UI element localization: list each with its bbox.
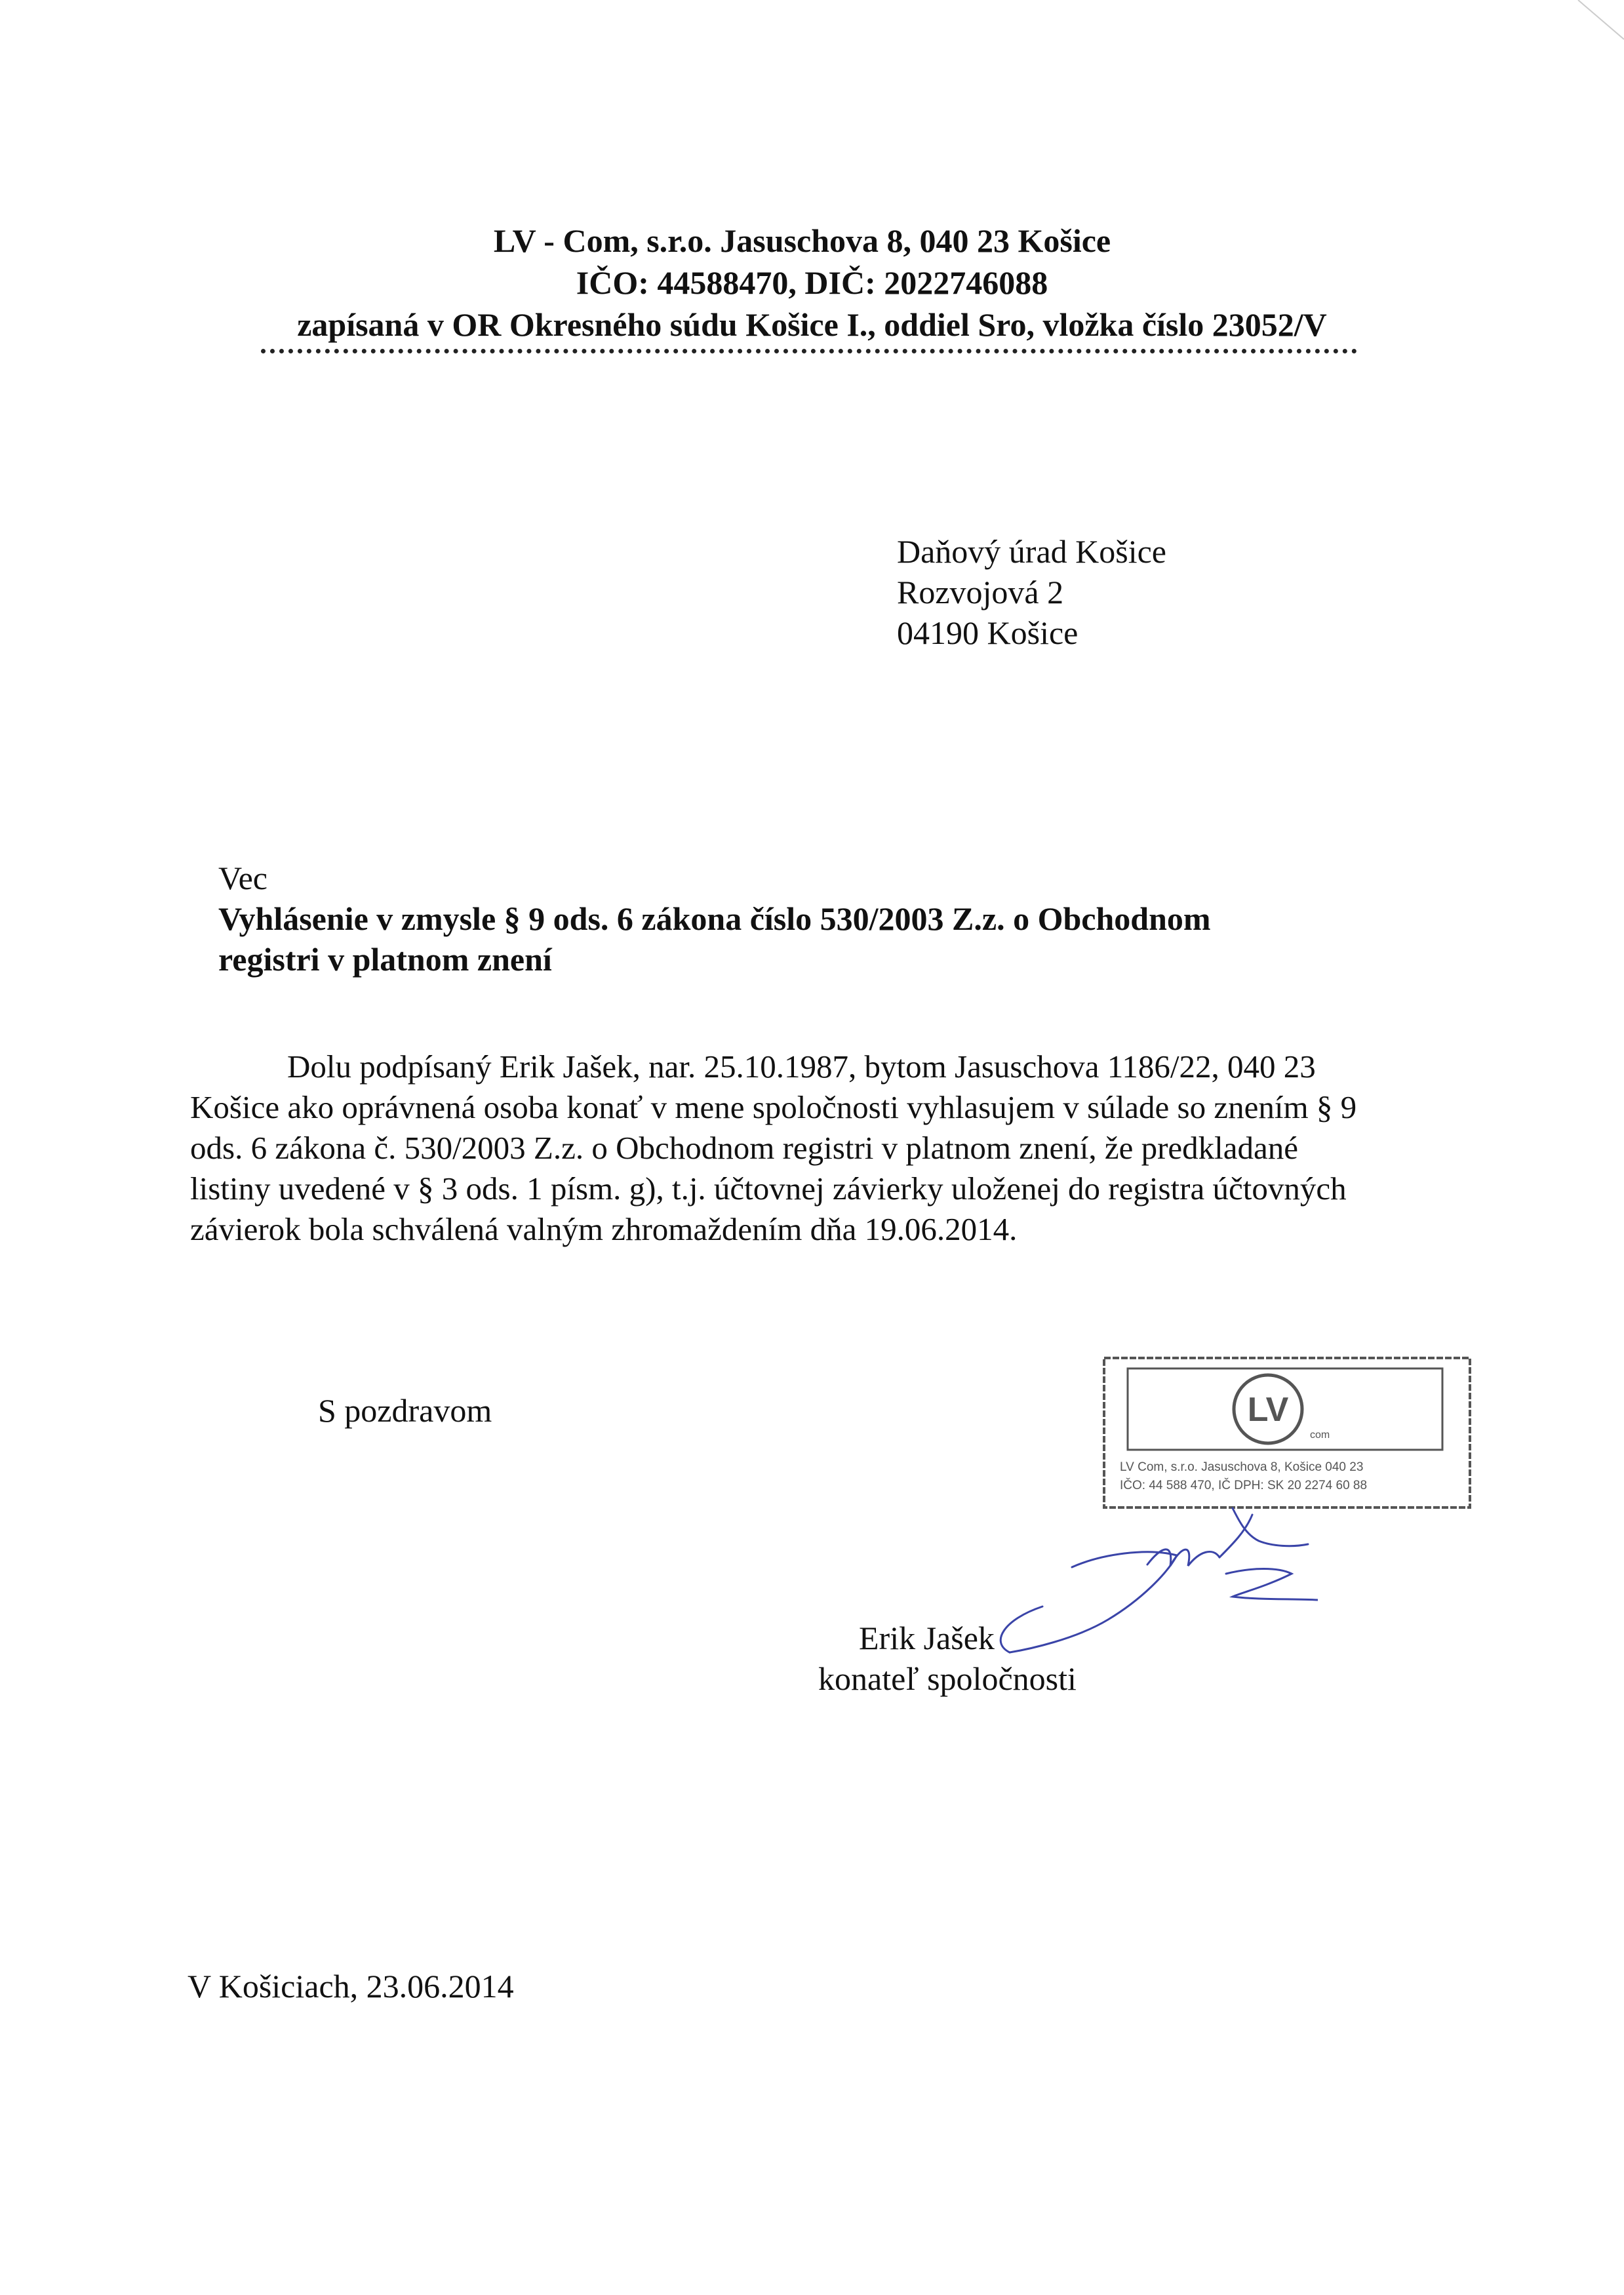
- letterhead-company-address: LV - Com, s.r.o. Jasuschova 8, 040 23 Košice: [493, 222, 1111, 259]
- company-stamp: [1101, 1354, 1474, 1511]
- letterhead-registration: zapísaná v OR Okresného súdu Košice I., oddiel Sro, vložka číslo 23052/V: [297, 306, 1327, 343]
- recipient-address: [897, 531, 1166, 653]
- subject-label: Vec: [218, 860, 267, 896]
- recipient-street: Rozvojová 2: [897, 574, 1064, 610]
- body-line: ods. 6 zákona č. 530/2003 Z.z. o Obchodnom registri v platnom znení, že predkladané: [190, 1130, 1299, 1166]
- signer-role: konateľ spoločnosti: [818, 1660, 1077, 1697]
- stamp-logo-sub: com: [1310, 1429, 1330, 1441]
- recipient-name: Daňový úrad Košice: [897, 533, 1166, 570]
- signer-block: [818, 1618, 1077, 1699]
- declaration-body: [190, 1047, 1423, 1250]
- signer-name: Erik Jašek: [859, 1620, 995, 1656]
- stamp-line-1: LV Com, s.r.o. Jasuschova 8, Košice 040 23: [1120, 1460, 1364, 1474]
- body-line: listiny uvedené v § 3 ods. 1 písm. g), t.j. účtovnej závierky uloženej do registra účtovných: [190, 1170, 1347, 1207]
- company-letterhead: [0, 220, 1624, 346]
- place-and-date: V Košiciach, 23.06.2014: [188, 1968, 514, 2005]
- recipient-city: 04190 Košice: [897, 614, 1079, 651]
- closing-greeting: S pozdravom: [318, 1392, 492, 1429]
- page-corner-fold: [1565, 0, 1624, 46]
- stamp-line-2: IČO: 44 588 470, IČ DPH: SK 20 2274 60 88: [1120, 1479, 1368, 1492]
- subject-line-2: registri v platnom znení: [218, 941, 552, 978]
- stamp-logo-text: LV: [1247, 1391, 1289, 1429]
- letterhead-company-ids: IČO: 44588470, DIČ: 2022746088: [576, 264, 1048, 301]
- letterhead-divider: [261, 349, 1357, 353]
- body-line: závierok bola schválená valným zhromaždením dňa 19.06.2014.: [190, 1211, 1018, 1247]
- subject-line-1: Vyhlásenie v zmysle § 9 ods. 6 zákona číslo 530/2003 Z.z. o Obchodnom: [218, 900, 1211, 937]
- body-line: Košice ako oprávnená osoba konať v mene spoločnosti vyhlasujem v súlade so znením § 9: [190, 1089, 1357, 1125]
- body-line: Dolu podpísaný Erik Jašek, nar. 25.10.1987, bytom Jasuschova 1186/22, 040 23: [287, 1048, 1316, 1085]
- subject-block: [218, 858, 1211, 980]
